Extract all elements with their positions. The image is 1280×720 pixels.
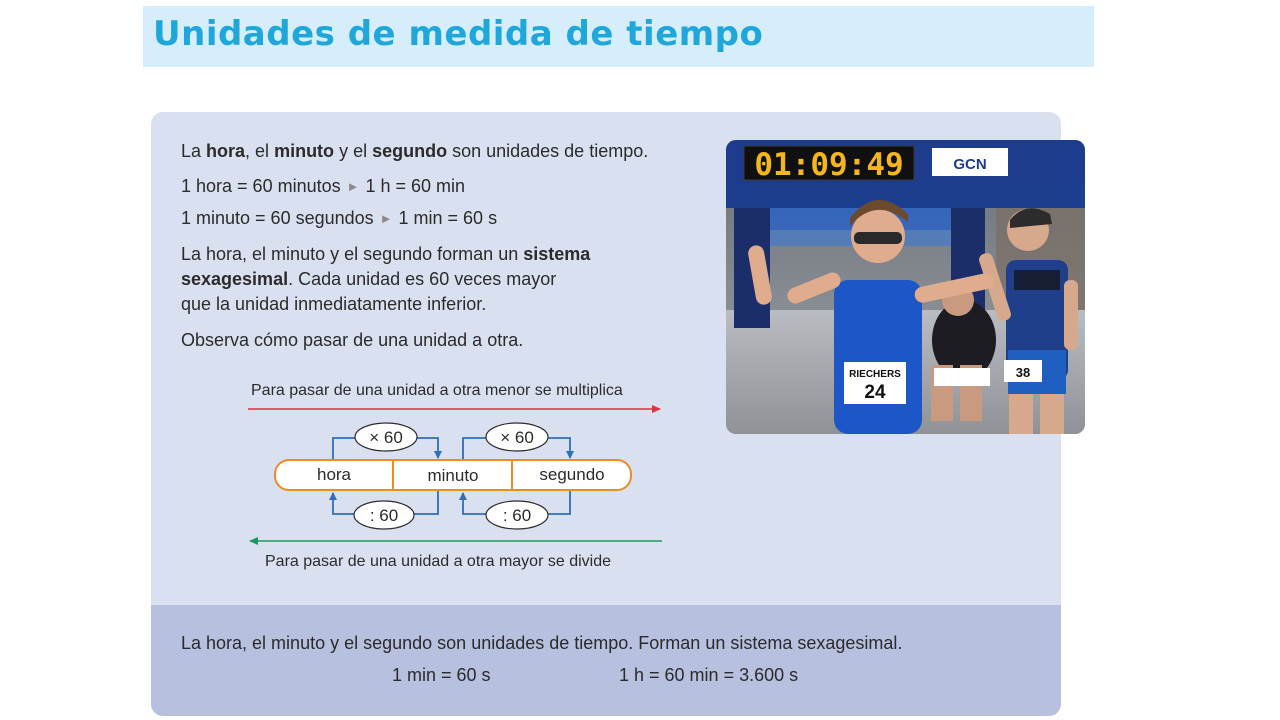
divide-label: : 60	[369, 506, 399, 525]
multiply-caption: Para pasar de una unidad a otra menor se multiplica	[251, 382, 623, 399]
bib-number-left: 24	[864, 382, 886, 403]
text-fragment: , el	[245, 141, 275, 161]
term-sistema: sistema	[523, 244, 591, 264]
divide-label: : 60	[502, 506, 532, 525]
unit-minuto: minuto	[427, 466, 479, 485]
sponsor-logo: GCN	[953, 156, 987, 173]
equivalence-long: 1 minuto = 60 segundos	[181, 208, 374, 228]
unit-segundo: segundo	[539, 465, 605, 484]
equivalence-short: 1 h = 60 min	[365, 176, 466, 196]
page-title: Unidades de medida de tiempo	[153, 14, 764, 54]
term-minuto: minuto	[274, 141, 335, 161]
term-hora: hora	[206, 141, 246, 161]
multiply-label: × 60	[369, 428, 403, 447]
equivalence-short: 1 min = 60 s	[398, 208, 498, 228]
summary-panel	[151, 605, 1061, 716]
intro-paragraph-2-line-1	[181, 242, 590, 267]
divide-caption: Para pasar de una unidad a otra mayor se divide	[265, 553, 611, 570]
bib-name-left: RIECHERS	[849, 369, 901, 380]
text-fragment: y el	[334, 141, 373, 161]
summary-line: La hora, el minuto y el segundo son unidades de tiempo. Forman un sistema sexagesimal.	[181, 633, 903, 653]
intro-paragraph-2-line-2	[181, 267, 556, 292]
text-fragment: La	[181, 141, 207, 161]
race-clock: 01:09:49	[754, 147, 904, 183]
text-fragment: son unidades de tiempo.	[447, 141, 649, 161]
summary-equation-minute: 1 min = 60 s	[392, 665, 491, 685]
conversion-diagram	[150, 370, 690, 580]
term-sexagesimal: sexagesimal	[181, 269, 289, 289]
equivalence-minute	[181, 206, 497, 232]
play-arrow-icon: ►	[346, 179, 360, 194]
bib-number-right: 38	[1015, 365, 1031, 380]
intro-paragraph-1	[181, 139, 648, 164]
play-arrow-icon: ►	[379, 211, 393, 226]
equivalence-long: 1 hora = 60 minutos	[181, 176, 341, 196]
equivalence-hour	[181, 174, 465, 200]
race-finish-photo	[726, 140, 1085, 434]
title-band	[143, 6, 1094, 67]
summary-equation-hour: 1 h = 60 min = 3.600 s	[619, 665, 799, 685]
text-fragment: . Cada unidad es 60 veces mayor	[288, 269, 557, 289]
term-segundo: segundo	[372, 141, 448, 161]
multiply-label: × 60	[500, 428, 534, 447]
unit-hora: hora	[316, 465, 352, 484]
race-photo-illustration	[726, 140, 1085, 434]
text-fragment: La hora, el minuto y el segundo forman un	[181, 244, 524, 264]
intro-paragraph-3: Observa cómo pasar de una unidad a otra.	[181, 330, 524, 350]
intro-paragraph-2-line-3: que la unidad inmediatamente inferior.	[181, 294, 487, 314]
